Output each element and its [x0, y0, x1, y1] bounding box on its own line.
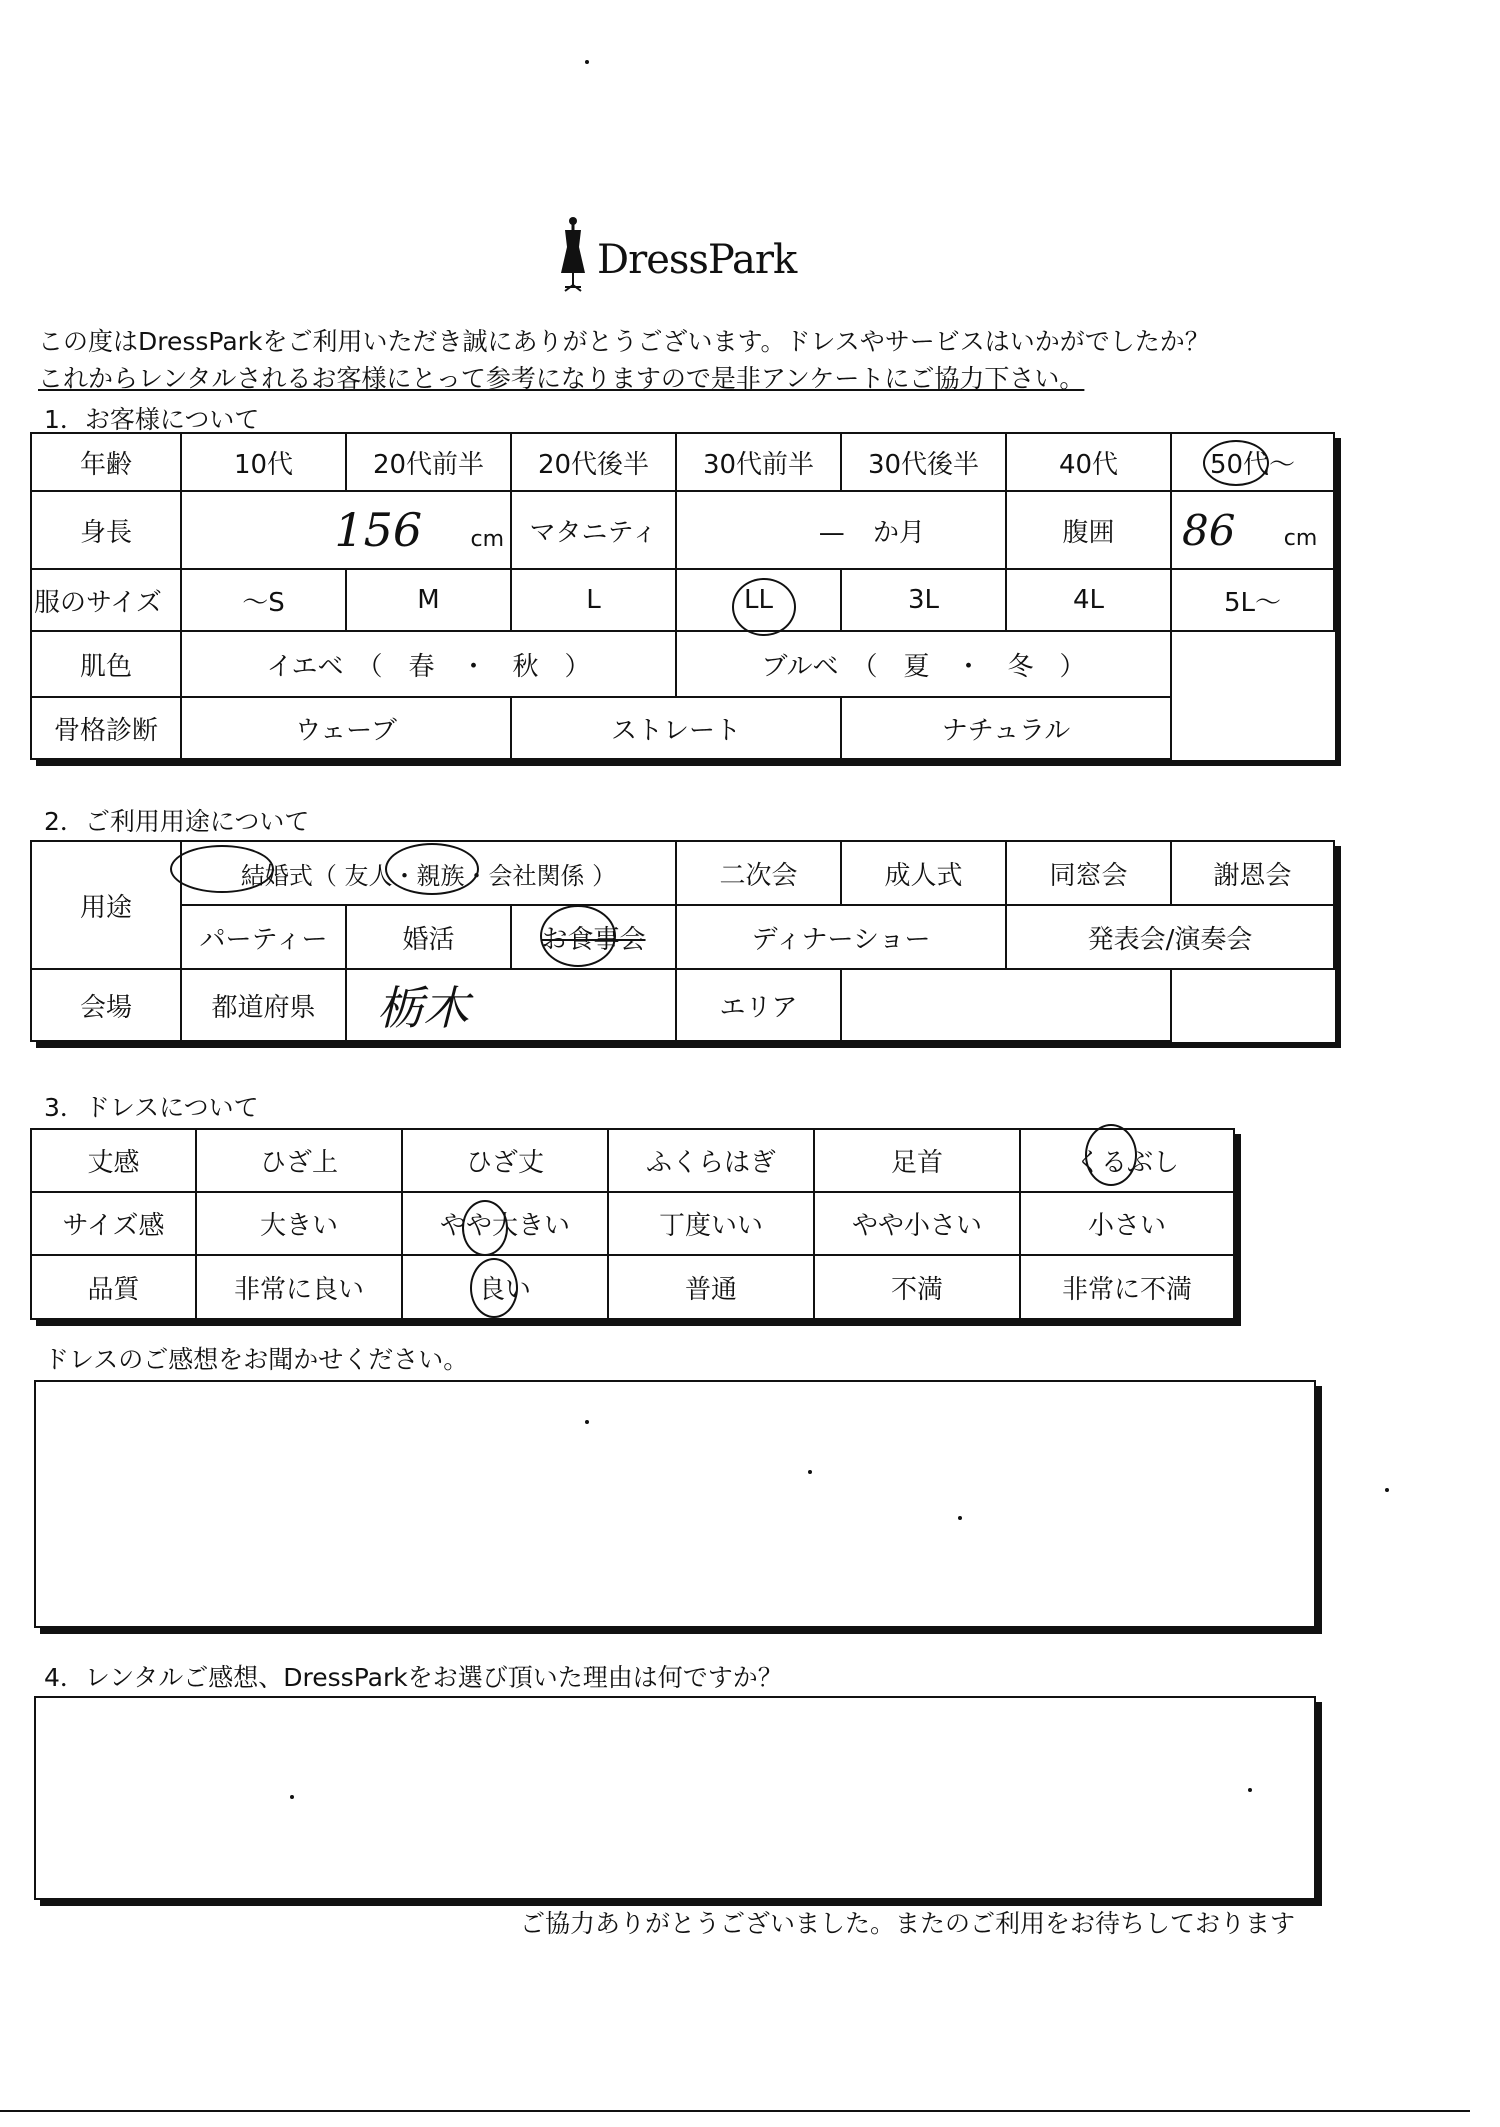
wedding-main[interactable]: 結婚式 — [240, 861, 313, 890]
height-label: 身長 — [31, 491, 181, 569]
skin-label: 肌色 — [31, 631, 181, 697]
scan-speck — [1385, 1488, 1389, 1492]
intro-line-2: これからレンタルされるお客様にとって参考になりますので是非アンケートにご協力下さい。 — [38, 364, 1085, 393]
bottom-rule — [0, 2110, 1470, 2112]
purpose-label: 用途 — [31, 841, 181, 969]
fit-option[interactable]: 大きい — [196, 1192, 402, 1255]
age-label: 年齢 — [31, 433, 181, 491]
height-value: 156 — [334, 503, 423, 557]
skin-option-yellow[interactable]: イエベ （ 春 ・ 秋 ） — [181, 631, 676, 697]
maternity-label: マタニティ — [511, 491, 676, 569]
dress-row-label: 丈感 — [31, 1129, 196, 1192]
length-option[interactable]: ふくらはぎ — [608, 1129, 814, 1192]
dress-row-label: 品質 — [31, 1255, 196, 1319]
scan-speck — [585, 1420, 589, 1424]
prefecture-value: 栃木 — [377, 981, 469, 1035]
waist-label: 腹囲 — [1006, 491, 1171, 569]
frame-option[interactable]: ウェーブ — [181, 697, 511, 759]
size-option[interactable]: 3L — [841, 569, 1006, 631]
size-option[interactable]: M — [346, 569, 511, 631]
section-4-title: 4．レンタルご感想、DressParkをお選び頂いた理由は何ですか？ — [44, 1663, 783, 1692]
dress-icon — [555, 215, 591, 295]
wedding-family[interactable]: 親族 — [416, 861, 465, 890]
purpose-option[interactable]: 同窓会 — [1006, 841, 1171, 905]
age-option[interactable]: 30代後半 — [841, 433, 1006, 491]
bracket-open: （ — [312, 861, 337, 890]
scan-speck — [958, 1516, 962, 1520]
empty-cell — [1171, 969, 1334, 1041]
prefecture-field[interactable] — [346, 969, 676, 1041]
section-3-title: 3．ドレスについて — [44, 1093, 259, 1122]
age-option[interactable]: 20代後半 — [511, 433, 676, 491]
separator: ・ — [464, 861, 489, 890]
dress-comment-prompt: ドレスのご感想をお聞かせください。 — [44, 1345, 469, 1374]
customer-table — [30, 432, 1335, 760]
quality-option[interactable]: 不満 — [814, 1255, 1020, 1319]
quality-option[interactable]: 普通 — [608, 1255, 814, 1319]
purpose-option[interactable]: ディナーショー — [676, 905, 1006, 969]
scan-speck — [808, 1470, 812, 1474]
section-1-title: 1．お客様について — [44, 405, 260, 434]
dress-table — [30, 1128, 1235, 1320]
purpose-option-selected[interactable]: お食事会 — [511, 905, 676, 969]
age-option[interactable]: 30代前半 — [676, 433, 841, 491]
prefecture-label: 都道府県 — [181, 969, 346, 1041]
fit-option[interactable]: やや小さい — [814, 1192, 1020, 1255]
age-option[interactable]: 40代 — [1006, 433, 1171, 491]
scan-speck — [1248, 1788, 1252, 1792]
scan-speck — [290, 1795, 294, 1799]
brand-name: DressPark — [597, 237, 797, 283]
size-option[interactable]: 5L～ — [1171, 569, 1334, 631]
venue-label: 会場 — [31, 969, 181, 1041]
size-option-selected[interactable]: LL — [676, 569, 841, 631]
wedding-friend[interactable]: 友人 — [344, 861, 393, 890]
quality-option[interactable]: 非常に良い — [196, 1255, 402, 1319]
quality-option-selected[interactable]: 良い — [402, 1255, 608, 1319]
height-unit: cm — [470, 527, 504, 552]
purpose-option[interactable]: 婚活 — [346, 905, 511, 969]
fit-option[interactable]: 丁度いい — [608, 1192, 814, 1255]
intro-line-1: この度はDressParkをご利用いただき誠にありがとうございます。ドレスやサービスはいかがでしたか？ — [38, 327, 1210, 356]
waist-value: 86 — [1182, 505, 1236, 555]
waist-unit: cm — [1283, 525, 1318, 551]
age-option-selected[interactable]: 50代～ — [1171, 433, 1334, 491]
age-option[interactable]: 10代 — [181, 433, 346, 491]
frame-option[interactable]: ストレート — [511, 697, 841, 759]
size-label: 服のサイズ — [31, 569, 181, 631]
empty-cell — [1171, 631, 1334, 697]
dress-comment-box[interactable] — [34, 1380, 1316, 1628]
quality-option[interactable]: 非常に不満 — [1020, 1255, 1234, 1319]
size-option[interactable]: L — [511, 569, 676, 631]
fit-option[interactable]: 小さい — [1020, 1192, 1234, 1255]
section-2-title: 2．ご利用用途について — [44, 807, 310, 836]
dress-row-label: サイズ感 — [31, 1192, 196, 1255]
length-option[interactable]: 足首 — [814, 1129, 1020, 1192]
maternity-field[interactable] — [676, 491, 1006, 569]
maternity-unit: か月 — [872, 517, 925, 548]
purpose-table — [30, 840, 1335, 1042]
brand-logo — [555, 215, 815, 290]
maternity-value: — — [818, 517, 845, 548]
length-option[interactable]: ひざ丈 — [402, 1129, 608, 1192]
empty-cell — [1171, 697, 1334, 759]
rental-comment-box[interactable] — [34, 1696, 1316, 1900]
area-field[interactable] — [841, 969, 1171, 1041]
frame-option[interactable]: ナチュラル — [841, 697, 1171, 759]
frame-label: 骨格診断 — [31, 697, 181, 759]
waist-field[interactable] — [1171, 491, 1334, 569]
bracket-close: ） — [592, 861, 617, 890]
purpose-option[interactable]: 成人式 — [841, 841, 1006, 905]
length-option-selected[interactable]: くるぶし — [1020, 1129, 1234, 1192]
size-option[interactable]: ～S — [181, 569, 346, 631]
length-option[interactable]: ひざ上 — [196, 1129, 402, 1192]
scan-speck — [585, 60, 589, 64]
height-field[interactable] — [181, 491, 511, 569]
purpose-option[interactable]: パーティー — [181, 905, 346, 969]
area-label: エリア — [676, 969, 841, 1041]
age-option[interactable]: 20代前半 — [346, 433, 511, 491]
skin-option-blue[interactable]: ブルベ （ 夏 ・ 冬 ） — [676, 631, 1171, 697]
wedding-option[interactable] — [181, 841, 676, 905]
wedding-company[interactable]: 会社関係 — [488, 861, 585, 890]
fit-option-selected[interactable]: やや大きい — [402, 1192, 608, 1255]
separator: ・ — [392, 861, 417, 890]
purpose-option[interactable]: 発表会/演奏会 — [1006, 905, 1334, 969]
purpose-option[interactable]: 謝恩会 — [1171, 841, 1334, 905]
size-option[interactable]: 4L — [1006, 569, 1171, 631]
purpose-option[interactable]: 二次会 — [676, 841, 841, 905]
footer-thanks: ご協力ありがとうございました。またのご利用をお待ちしております — [520, 1909, 1296, 1938]
